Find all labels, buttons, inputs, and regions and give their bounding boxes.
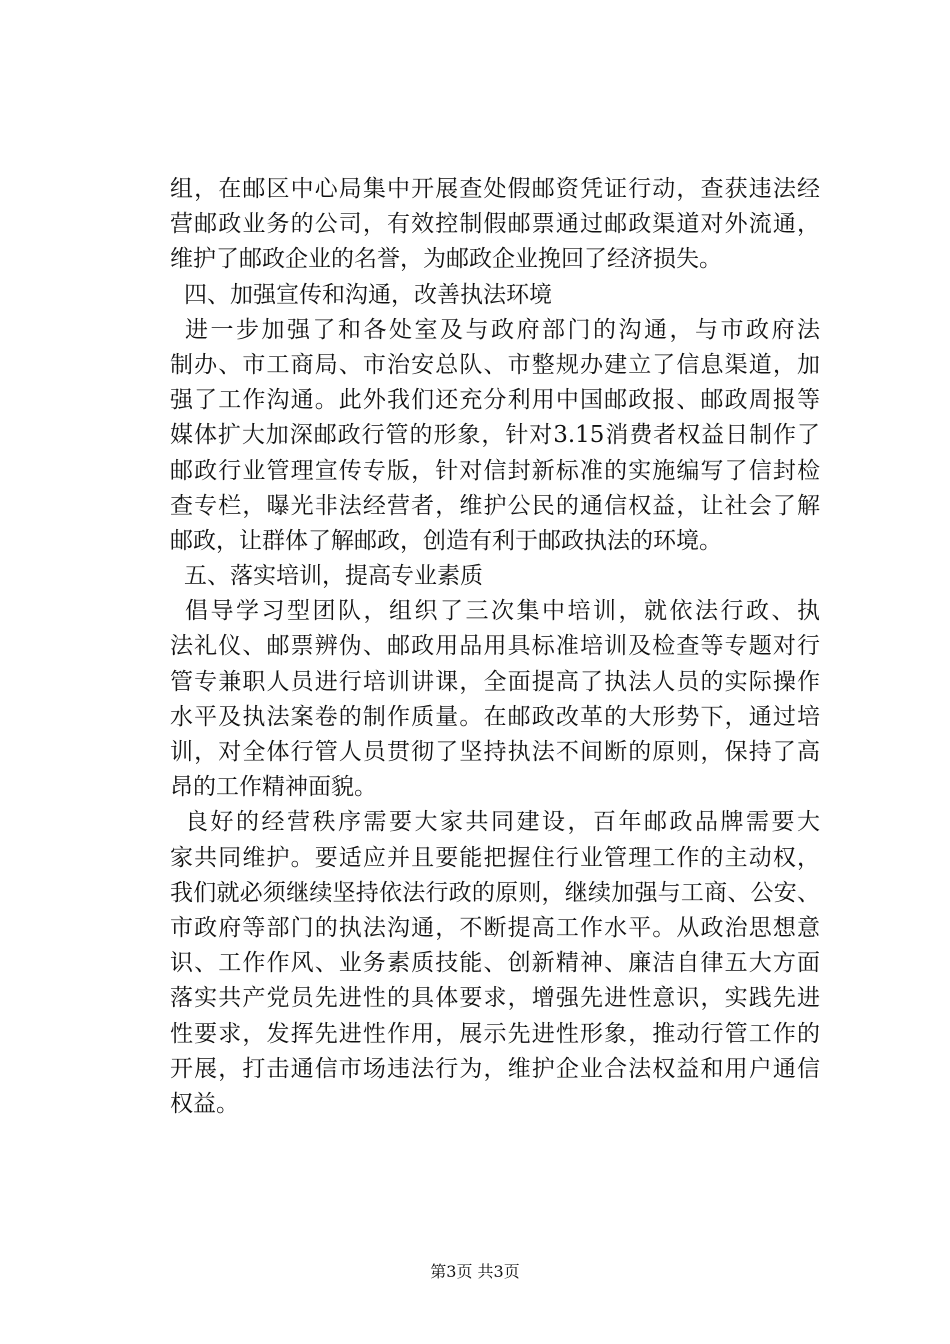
paragraph-line: 强了工作沟通。此外我们还充分利用中国邮政报、邮政周报等 bbox=[170, 387, 820, 414]
paragraph-line: 识、工作作风、业务素质技能、创新精神、廉洁自律五大方面 bbox=[170, 950, 820, 977]
paragraph-line: 开展，打击通信市场违法行为，维护企业合法权益和用户通信 bbox=[170, 1055, 820, 1082]
paragraph-line: 制办、市工商局、市治安总队、市整规办建立了信息渠道，加 bbox=[170, 351, 820, 378]
document-body bbox=[170, 172, 820, 1122]
paragraph-line: 我们就必须继续坚持依法行政的原则，继续加强与工商、公安、 bbox=[170, 879, 820, 906]
paragraph-line: 邮政行业管理宣传专版，针对信封新标准的实施编写了信封检 bbox=[170, 457, 820, 484]
paragraph-line: 落实共产党员先进性的具体要求，增强先进性意识，实践先进 bbox=[170, 985, 820, 1012]
paragraph-line: 管专兼职人员进行培训讲课，全面提高了执法人员的实际操作 bbox=[170, 668, 820, 695]
paragraph-line: 维护了邮政企业的名誉，为邮政企业挽回了经济损失。 bbox=[170, 246, 722, 273]
paragraph-line: 权益。 bbox=[170, 1090, 239, 1117]
paragraph-line: 媒体扩大加深邮政行管的形象，针对3.15消费者权益日制作了 bbox=[170, 422, 820, 449]
section-heading: 四、加强宣传和沟通，改善执法环境 bbox=[184, 281, 552, 308]
paragraph-line: 性要求，发挥先进性作用，展示先进性形象，推动行管工作的 bbox=[170, 1020, 820, 1047]
paragraph-line: 查专栏，曝光非法经营者，维护公民的通信权益，让社会了解 bbox=[170, 492, 820, 519]
paragraph-line: 组，在邮区中心局集中开展查处假邮资凭证行动，查获违法经 bbox=[170, 176, 820, 202]
paragraph-line: 家共同维护。要适应并且要能把握住行业管理工作的主动权， bbox=[170, 844, 820, 871]
paragraph-line: 昂的工作精神面貌。 bbox=[170, 774, 377, 801]
paragraph-line: 进一步加强了和各处室及与政府部门的沟通，与市政府法 bbox=[185, 316, 820, 343]
paragraph-line: 法礼仪、邮票辨伪、邮政用品用具标准培训及检查等专题对行 bbox=[170, 633, 820, 660]
page-footer: 第3页 共3页 bbox=[430, 1262, 520, 1281]
paragraph-line: 市政府等部门的执法沟通，不断提高工作水平。从政治思想意 bbox=[170, 914, 820, 941]
section-heading: 五、落实培训，提高专业素质 bbox=[184, 563, 483, 590]
paragraph-line: 邮政，让群体了解邮政，创造有利于邮政执法的环境。 bbox=[170, 527, 722, 554]
paragraph-line: 倡导学习型团队，组织了三次集中培训，就依法行政、执 bbox=[185, 598, 820, 625]
paragraph-line: 营邮政业务的公司，有效控制假邮票通过邮政渠道对外流通， bbox=[170, 211, 820, 238]
paragraph-line: 水平及执法案卷的制作质量。在邮政改革的大形势下，通过培 bbox=[170, 703, 820, 730]
paragraph-line: 良好的经营秩序需要大家共同建设，百年邮政品牌需要大 bbox=[185, 809, 820, 836]
paragraph-line: 训，对全体行管人员贯彻了坚持执法不间断的原则，保持了高 bbox=[170, 739, 820, 765]
